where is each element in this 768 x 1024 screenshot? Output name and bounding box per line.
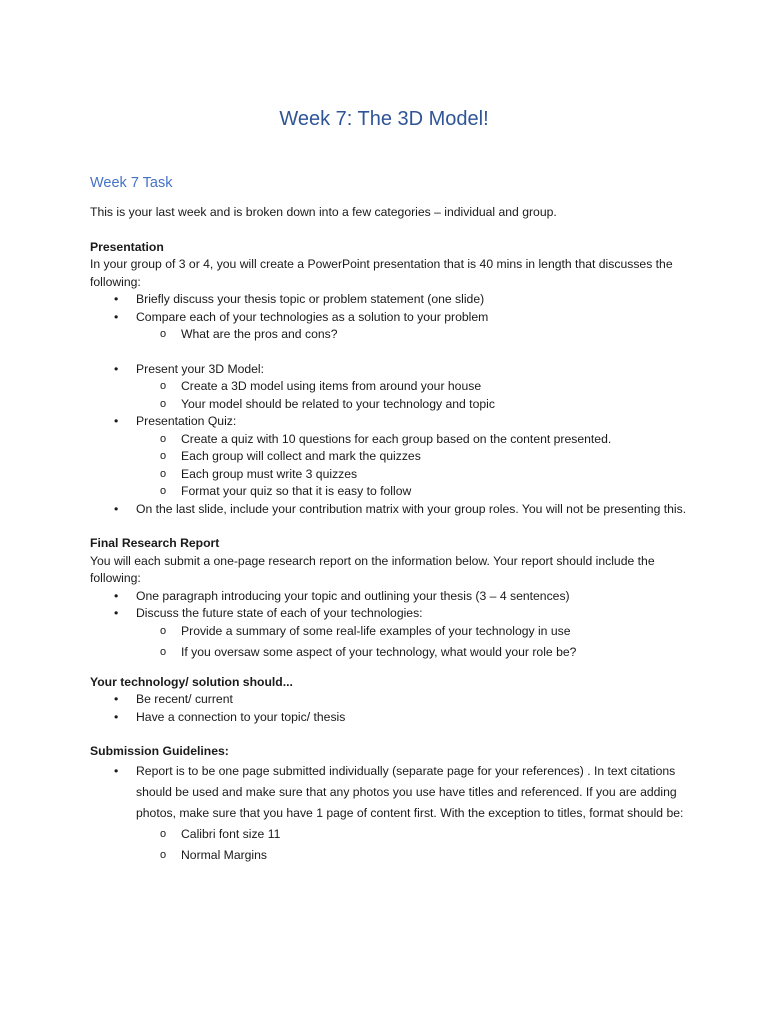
list-item: o Calibri font size 11 <box>160 826 281 841</box>
list-item: • One paragraph introducing your topic and outlining your thesis (3 – 4 sentences) <box>114 588 570 603</box>
presentation-text: In your group of 3 or 4, you will create a PowerPoint presentation that is 40 mins in length that discusses the following: <box>90 257 673 289</box>
list-item: • Have a connection to your topic/ thesis <box>114 709 346 724</box>
document-body <box>90 204 690 866</box>
list-item: o Normal Margins <box>160 847 268 862</box>
list-item: • Compare each of your technologies as a solution to your problem <box>114 309 489 324</box>
tech-list <box>90 691 690 726</box>
list-item: • On the last slide, include your contribution matrix with your group roles. You will not be presenting this. <box>114 501 687 516</box>
document-title: Week 7: The 3D Model! <box>279 108 489 130</box>
list-item: • Presentation Quiz: <box>114 414 237 428</box>
report-heading: Final Research Report <box>90 536 220 550</box>
list-item: o Format your quiz so that it is easy to follow <box>160 484 412 498</box>
submission-list <box>90 761 690 866</box>
tech-heading: Your technology/ solution should... <box>90 674 293 689</box>
list-item: o Provide a summary of some real-life examples of your technology in use <box>160 623 571 638</box>
list-item: • Be recent/ current <box>114 692 233 706</box>
presentation-list <box>90 291 690 518</box>
list-item: o Each group must write 3 quizzes <box>160 466 358 481</box>
list-item: o Your model should be related to your technology and topic <box>160 396 495 411</box>
report-list <box>90 588 690 662</box>
section-heading: Week 7 Task <box>90 175 173 191</box>
report-text: You will each submit a one-page research report on the information below. Your report should include the following: <box>90 553 655 585</box>
list-item: • Briefly discuss your thesis topic or problem statement (one slide) <box>114 292 485 306</box>
list-item: o Create a 3D model using items from around your house <box>160 379 482 393</box>
list-item: o If you oversaw some aspect of your technology, what would your role be? <box>160 645 577 659</box>
list-item: • Report is to be one page submitted individually (separate page for your references) . In text citations should be used and make sure that any photos you use have titles and referenced. If you are adding photos, make sure that you have 1 page of content first. With the exception to titles, format should be: <box>114 763 684 820</box>
presentation-heading: Presentation <box>90 239 164 254</box>
list-item: o What are the pros and cons? <box>160 327 338 341</box>
list-item: • Discuss the future state of each of your technologies: <box>114 606 423 620</box>
submission-heading: Submission Guidelines: <box>90 744 229 758</box>
list-item: o Create a quiz with 10 questions for each group based on the content presented. <box>160 431 612 446</box>
list-item: o Each group will collect and mark the quizzes <box>160 449 421 463</box>
list-item: • Present your 3D Model: <box>114 361 265 376</box>
intro-text: This is your last week and is broken down into a few categories – individual and group. <box>90 205 557 219</box>
